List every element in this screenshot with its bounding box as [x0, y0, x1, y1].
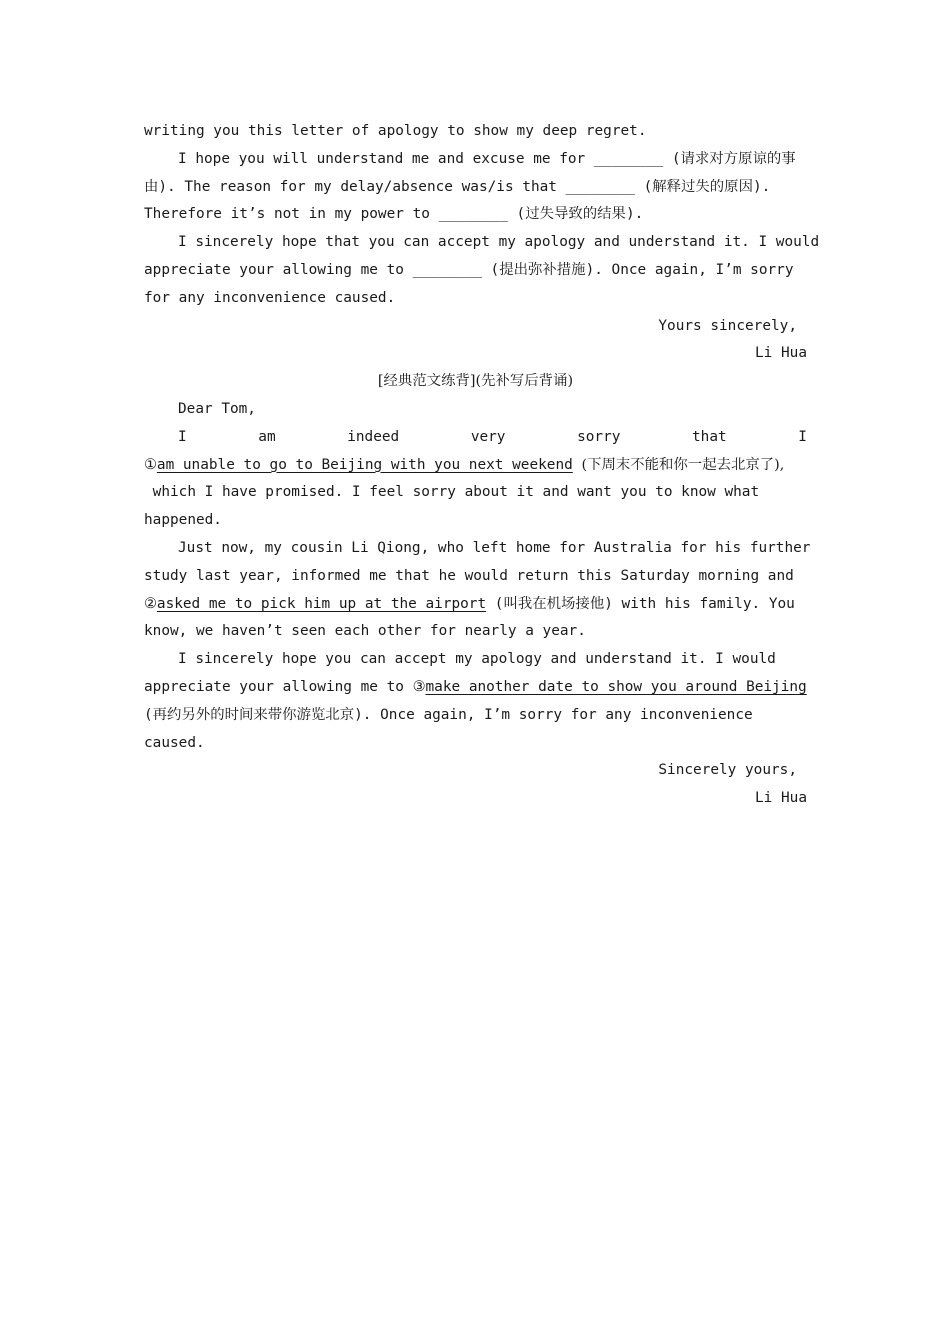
word: am	[258, 428, 276, 445]
paragraph-1-line-4: happened.	[144, 512, 222, 529]
blank-tail-2: (叫我在机场接他) with his family. You	[486, 595, 795, 612]
template-line-4: Therefore it’s not in my power to ________ (过失导致的结果).	[144, 206, 644, 223]
word: I	[178, 428, 187, 445]
paragraph-3-line-2	[144, 674, 807, 702]
paragraph-2-line-4: know, we haven’t seen each other for nearly a year.	[144, 623, 586, 640]
word: that	[692, 428, 727, 445]
word: sorry	[577, 428, 621, 445]
paragraph-2-line-3	[144, 591, 807, 619]
letter-signature: Li Hua	[755, 790, 807, 807]
paragraph-1-line-1	[144, 424, 807, 452]
paragraph-3-line-4: caused.	[144, 734, 205, 751]
blank-answer-1: am unable to go to Beijing with you next weekend	[156, 456, 573, 473]
blank-number-2: ②	[144, 595, 157, 612]
template-line-2: I hope you will understand me and excuse me for ________ (请求对方原谅的事	[178, 150, 796, 167]
paragraph-1-line-2	[144, 452, 807, 480]
letter-greeting: Dear Tom,	[178, 400, 256, 417]
template-closing: Yours sincerely,	[658, 317, 797, 334]
template-line-1: writing you this letter of apology to show my deep regret.	[144, 123, 647, 139]
blank-number-3: ③	[412, 678, 426, 695]
word: very	[470, 428, 506, 445]
word: I	[798, 428, 807, 445]
document-page	[144, 118, 820, 813]
template-line-5: I sincerely hope that you can accept my apology and understand it. I would	[178, 234, 820, 251]
paragraph-3-line-1: I sincerely hope you can accept my apology and understand it. I would	[178, 651, 776, 668]
paragraph-1-line-3: which I have promised. I feel sorry about it and want you to know what	[144, 484, 760, 501]
paragraph-3-line-2-text: appreciate your allowing me to	[144, 678, 413, 695]
blank-answer-3: make another date to show you around Beijing	[425, 678, 807, 695]
template-line-3: 由). The reason for my delay/absence was/is that ________ (解释过失的原因).	[144, 178, 771, 195]
paragraph-2-line-1: Just now, my cousin Li Qiong, who left home for Australia for his further	[178, 539, 811, 556]
paragraph-2-line-2: study last year, informed me that he would return this Saturday morning and	[144, 567, 794, 584]
blank-answer-2: asked me to pick him up at the airport	[156, 595, 487, 612]
template-line-7: for any inconvenience caused.	[144, 289, 396, 306]
letter-closing: Sincerely yours,	[658, 762, 797, 779]
word: indeed	[347, 428, 400, 445]
paragraph-3-line-3: (再约另外的时间来带你游览北京). Once again, I’m sorry for any inconvenience	[144, 706, 753, 723]
template-signature: Li Hua	[755, 345, 807, 362]
blank-hint-1: (下周末不能和你一起去北京了),	[581, 456, 785, 473]
sample-heading: [经典范文练背](先补写后背诵)	[377, 373, 574, 390]
template-line-6: appreciate your allowing me to ________ (提出弥补措施). Once again, I’m sorry	[144, 261, 794, 278]
blank-number-1: ①	[144, 456, 157, 473]
